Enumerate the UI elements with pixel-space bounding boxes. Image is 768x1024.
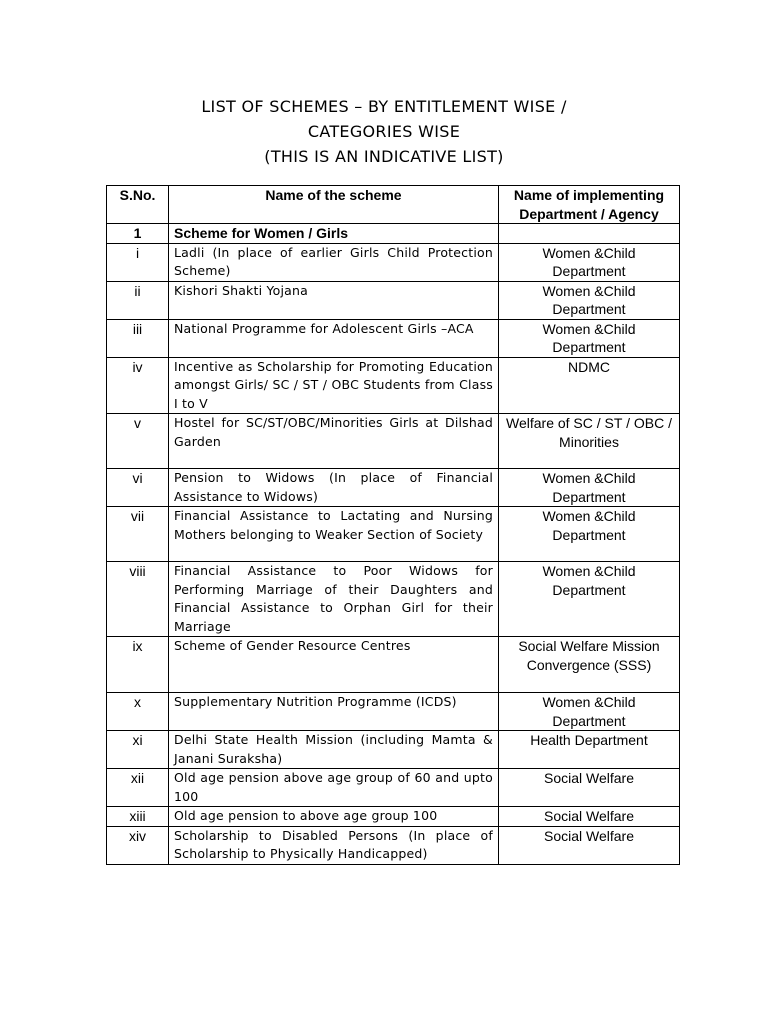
row-department: Welfare of SC / ST / OBC / Minorities: [499, 414, 680, 469]
title-line-2: CATEGORIES WISE: [307, 122, 461, 141]
row-department: NDMC: [499, 357, 680, 414]
table-row: [107, 357, 680, 414]
row-sno: iii: [107, 319, 169, 357]
table-row: [107, 693, 680, 731]
row-department: Social Welfare: [499, 769, 680, 807]
title-line-3: (THIS IS AN INDICATIVE LIST): [264, 147, 504, 166]
row-scheme-name: Delhi State Health Mission (including Mamta & Janani Suraksha): [169, 731, 499, 769]
row-department: Women &Child Department: [499, 693, 680, 731]
row-scheme-name: Old age pension to above age group 100: [169, 807, 499, 827]
row-sno: vii: [107, 507, 169, 562]
row-scheme-name: Kishori Shakti Yojana: [169, 281, 499, 319]
header-row: [107, 186, 680, 224]
section-row: [107, 224, 680, 244]
row-scheme-name: National Programme for Adolescent Girls –ACA: [169, 319, 499, 357]
row-sno: v: [107, 414, 169, 469]
row-department: Women &Child Department: [499, 562, 680, 637]
row-department: Social Welfare Mission Convergence (SSS): [499, 637, 680, 693]
row-sno: i: [107, 243, 169, 281]
header-scheme-name: Name of the scheme: [169, 186, 499, 224]
row-sno: xiv: [107, 826, 169, 864]
row-scheme-name: Supplementary Nutrition Programme (ICDS): [169, 693, 499, 731]
row-sno: xii: [107, 769, 169, 807]
section-title: Scheme for Women / Girls: [169, 224, 499, 244]
row-sno: viii: [107, 562, 169, 637]
header-sno: S.No.: [107, 186, 169, 224]
table-row: [107, 769, 680, 807]
table-row: [107, 562, 680, 637]
table-row: [107, 281, 680, 319]
header-department: [499, 186, 680, 224]
row-sno: iv: [107, 357, 169, 414]
row-sno: x: [107, 693, 169, 731]
row-scheme-name: Financial Assistance to Poor Widows for Performing Marriage of their Daughters and Financial Assistance to Orphan Girl for their Marriage: [169, 562, 499, 637]
row-department: Women &Child Department: [499, 469, 680, 507]
table-row: [107, 731, 680, 769]
row-scheme-name: Incentive as Scholarship for Promoting Education amongst Girls/ SC / ST / OBC Students from Class I to V: [169, 357, 499, 414]
header-department-line-1: Name of implementing: [513, 187, 665, 203]
row-scheme-name: Scholarship to Disabled Persons (In place of Scholarship to Physically Handicapped): [169, 826, 499, 864]
table-row: [107, 826, 680, 864]
row-department: Health Department: [499, 731, 680, 769]
row-department: Women &Child Department: [499, 507, 680, 562]
row-department: Social Welfare: [499, 807, 680, 827]
section-dept: [499, 224, 680, 244]
table-row: [107, 507, 680, 562]
table-row: [107, 319, 680, 357]
document-title: [0, 94, 768, 169]
row-sno: xiii: [107, 807, 169, 827]
row-department: Women &Child Department: [499, 243, 680, 281]
row-sno: vi: [107, 469, 169, 507]
table-row: [107, 414, 680, 469]
row-sno: ix: [107, 637, 169, 693]
row-scheme-name: Scheme of Gender Resource Centres: [169, 637, 499, 693]
row-scheme-name: Ladli (In place of earlier Girls Child Protection Scheme): [169, 243, 499, 281]
header-department-line-2: Department / Agency: [519, 205, 659, 222]
table-row: [107, 637, 680, 693]
row-scheme-name: Old age pension above age group of 60 and upto 100: [169, 769, 499, 807]
row-scheme-name: Hostel for SC/ST/OBC/Minorities Girls at Dilshad Garden: [169, 414, 499, 469]
title-line-1: LIST OF SCHEMES – BY ENTITLEMENT WISE /: [201, 97, 567, 116]
row-scheme-name: Financial Assistance to Lactating and Nursing Mothers belonging to Weaker Section of Society: [169, 507, 499, 562]
row-department: Women &Child Department: [499, 281, 680, 319]
schemes-table: [106, 185, 680, 865]
row-sno: xi: [107, 731, 169, 769]
row-sno: ii: [107, 281, 169, 319]
table-row: [107, 469, 680, 507]
row-department: Women &Child Department: [499, 319, 680, 357]
section-sno: 1: [107, 224, 169, 244]
row-scheme-name: Pension to Widows (In place of Financial Assistance to Widows): [169, 469, 499, 507]
table-row: [107, 807, 680, 827]
row-department: Social Welfare: [499, 826, 680, 864]
table-row: [107, 243, 680, 281]
